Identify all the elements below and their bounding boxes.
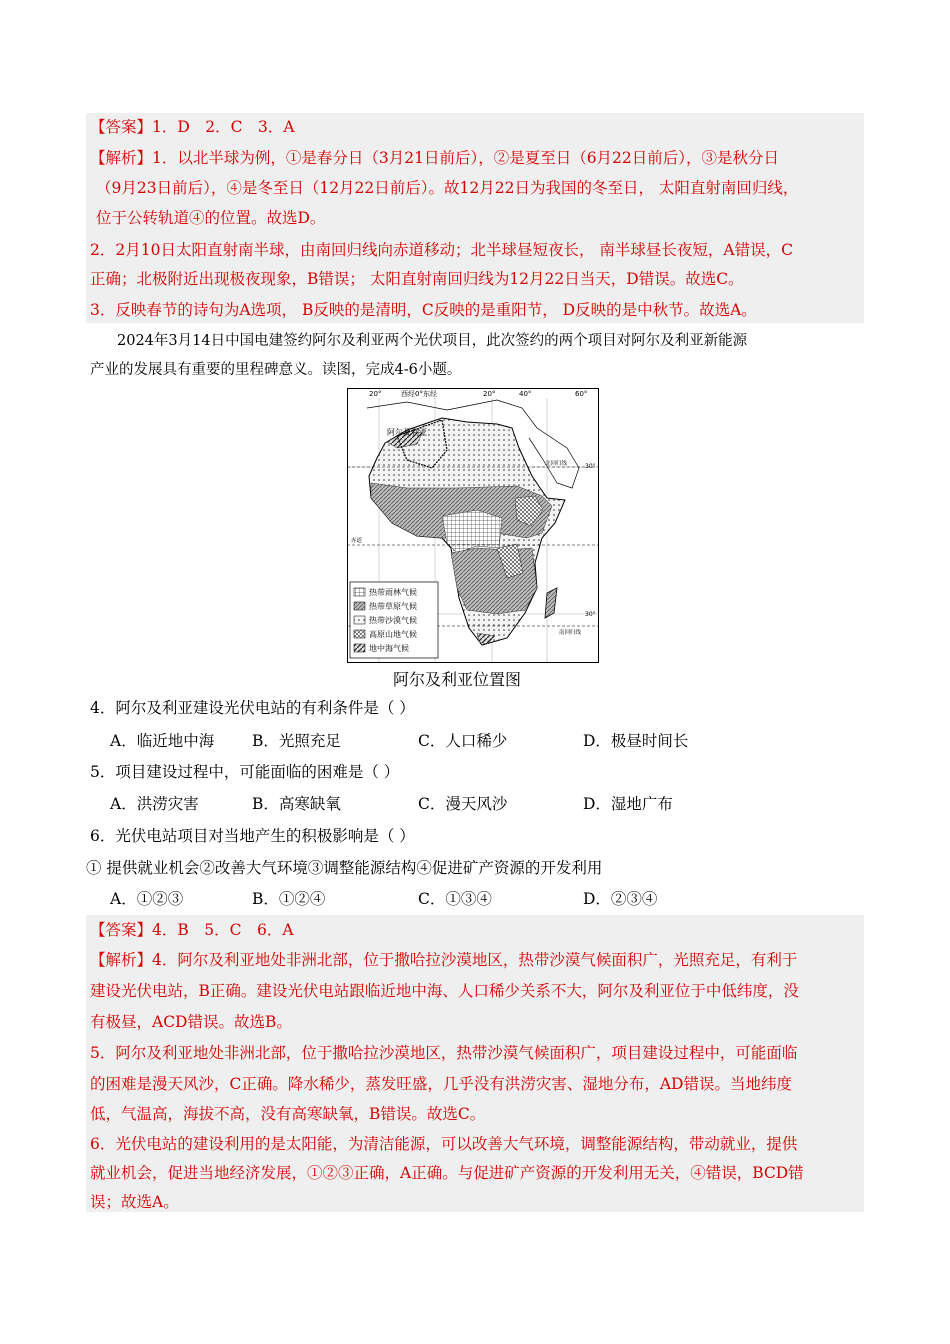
legend-item: 热带沙漠气候 (369, 616, 417, 625)
question-option[interactable]: D．②③④ (583, 890, 658, 908)
map-top-label: 20° (369, 390, 382, 398)
algeria-label: 阿尔及利亚 (387, 428, 427, 437)
question-option[interactable]: D．湿地广布 (583, 795, 673, 813)
map-top-label: 40° (519, 390, 532, 398)
map-caption: 阿尔及利亚位置图 (393, 670, 522, 689)
question-option[interactable]: A．临近地中海 (110, 732, 215, 750)
lat-label: 30° (585, 611, 596, 618)
south-tropic-label: 南回归线 (559, 630, 582, 636)
analysis-line: 正确；北极附近出现极夜现象，B错误； 太阳直射南回归线为12月22日当天，D错误。故选C。 (90, 270, 744, 288)
analysis-line: 有极昼，ACD错误。故选B。 (90, 1013, 292, 1031)
question-option[interactable]: B．光照充足 (252, 732, 341, 750)
lat-label: 30° (585, 463, 596, 470)
analysis-line: 误；故选A。 (90, 1193, 179, 1211)
question-option[interactable]: A．洪涝灾害 (110, 795, 199, 813)
map-top-label: 西经0°东经 (401, 390, 437, 398)
intro-line: 2024年3月14日中国电建签约阿尔及利亚两个光伏项目，此次签约的两个项目对阿尔及利亚新能源 (117, 333, 748, 349)
analysis-line: 3．反映春节的诗句为A选项， B反映的是清明，C反映的是重阳节， D反映的是中秋节。故选A。 (90, 301, 757, 319)
question-stem: 4．阿尔及利亚建设光伏电站的有利条件是（ ） (90, 699, 415, 717)
africa-climate-map (347, 388, 599, 663)
analysis-line: 低，气温高，海拔不高，没有高寒缺氧，B错误。故选C。 (90, 1105, 486, 1123)
answer-line-1: 【答案】1．D 2．C 3．A (90, 118, 295, 136)
legend-item: 热带草原气候 (369, 602, 417, 611)
analysis-line: 【解析】1．以北半球为例，①是春分日（3月21日前后），②是夏至日（6月22日前后），③是秋分日 (90, 149, 780, 167)
legend-item: 热带雨林气候 (369, 588, 417, 597)
question-option[interactable]: D．极昼时间长 (583, 732, 689, 750)
analysis-line: 【解析】4．阿尔及利亚地处非洲北部，位于撒哈拉沙漠地区，热带沙漠气候面积广，光照充足，有利于 (90, 951, 798, 969)
question-option[interactable]: A．①②③ (110, 890, 184, 908)
question-statements: ① 提供就业机会②改善大气环境③调整能源结构④促进矿产资源的开发利用 (86, 859, 603, 877)
map-top-label: 60° (575, 390, 588, 398)
analysis-line: 2．2月10日太阳直射南半球，由南回归线向赤道移动；北半球昼短夜长， 南半球昼长夜短，A错误，C (90, 241, 793, 259)
question-option[interactable]: B．高寒缺氧 (252, 795, 341, 813)
question-option[interactable]: C．人口稀少 (418, 732, 508, 750)
analysis-line: 建设光伏电站，B正确。建设光伏电站跟临近地中海、人口稀少关系不大，阿尔及利亚位于中低纬度，没 (90, 982, 799, 1000)
legend-item: 高原山地气候 (369, 630, 417, 639)
analysis-line: 5．阿尔及利亚地处非洲北部，位于撒哈拉沙漠地区，热带沙漠气候面积广，项目建设过程中，可能面临 (90, 1044, 798, 1062)
analysis-line: （9月23日前后），④是冬至日（12月22日前后）。故12月22日为我国的冬至日， 太阳直射南回归线， (96, 179, 799, 197)
question-option[interactable]: C．①③④ (418, 890, 492, 908)
legend-item: 地中海气候 (369, 644, 409, 653)
question-stem: 6．光伏电站项目对当地产生的积极影响是（ ） (90, 827, 415, 845)
north-tropic-label: 北回归线 (545, 461, 568, 467)
analysis-line: 6．光伏电站的建设利用的是太阳能，为清洁能源，可以改善大气环境，调整能源结构，带动就业，提供 (90, 1135, 798, 1153)
question-stem: 5．项目建设过程中，可能面临的困难是（ ） (90, 763, 400, 781)
equator-label: 赤道 (351, 538, 363, 544)
question-option[interactable]: B．①②④ (252, 890, 326, 908)
map-top-label: 20° (483, 390, 496, 398)
analysis-line: 的困难是漫天风沙，C正确。降水稀少，蒸发旺盛，几乎没有洪涝灾害、湿地分布，AD错误。当地纬度 (90, 1075, 792, 1093)
analysis-line: 就业机会，促进当地经济发展，①②③正确，A正确。与促进矿产资源的开发利用无关，④错误，BCD错 (90, 1164, 804, 1182)
analysis-line: 位于公转轨道④的位置。故选D。 (96, 209, 326, 227)
answer-line-2: 【答案】4．B 5．C 6．A (90, 921, 294, 939)
question-option[interactable]: C．漫天风沙 (418, 795, 508, 813)
intro-line: 产业的发展具有重要的里程碑意义。读图，完成4-6小题。 (90, 362, 462, 378)
